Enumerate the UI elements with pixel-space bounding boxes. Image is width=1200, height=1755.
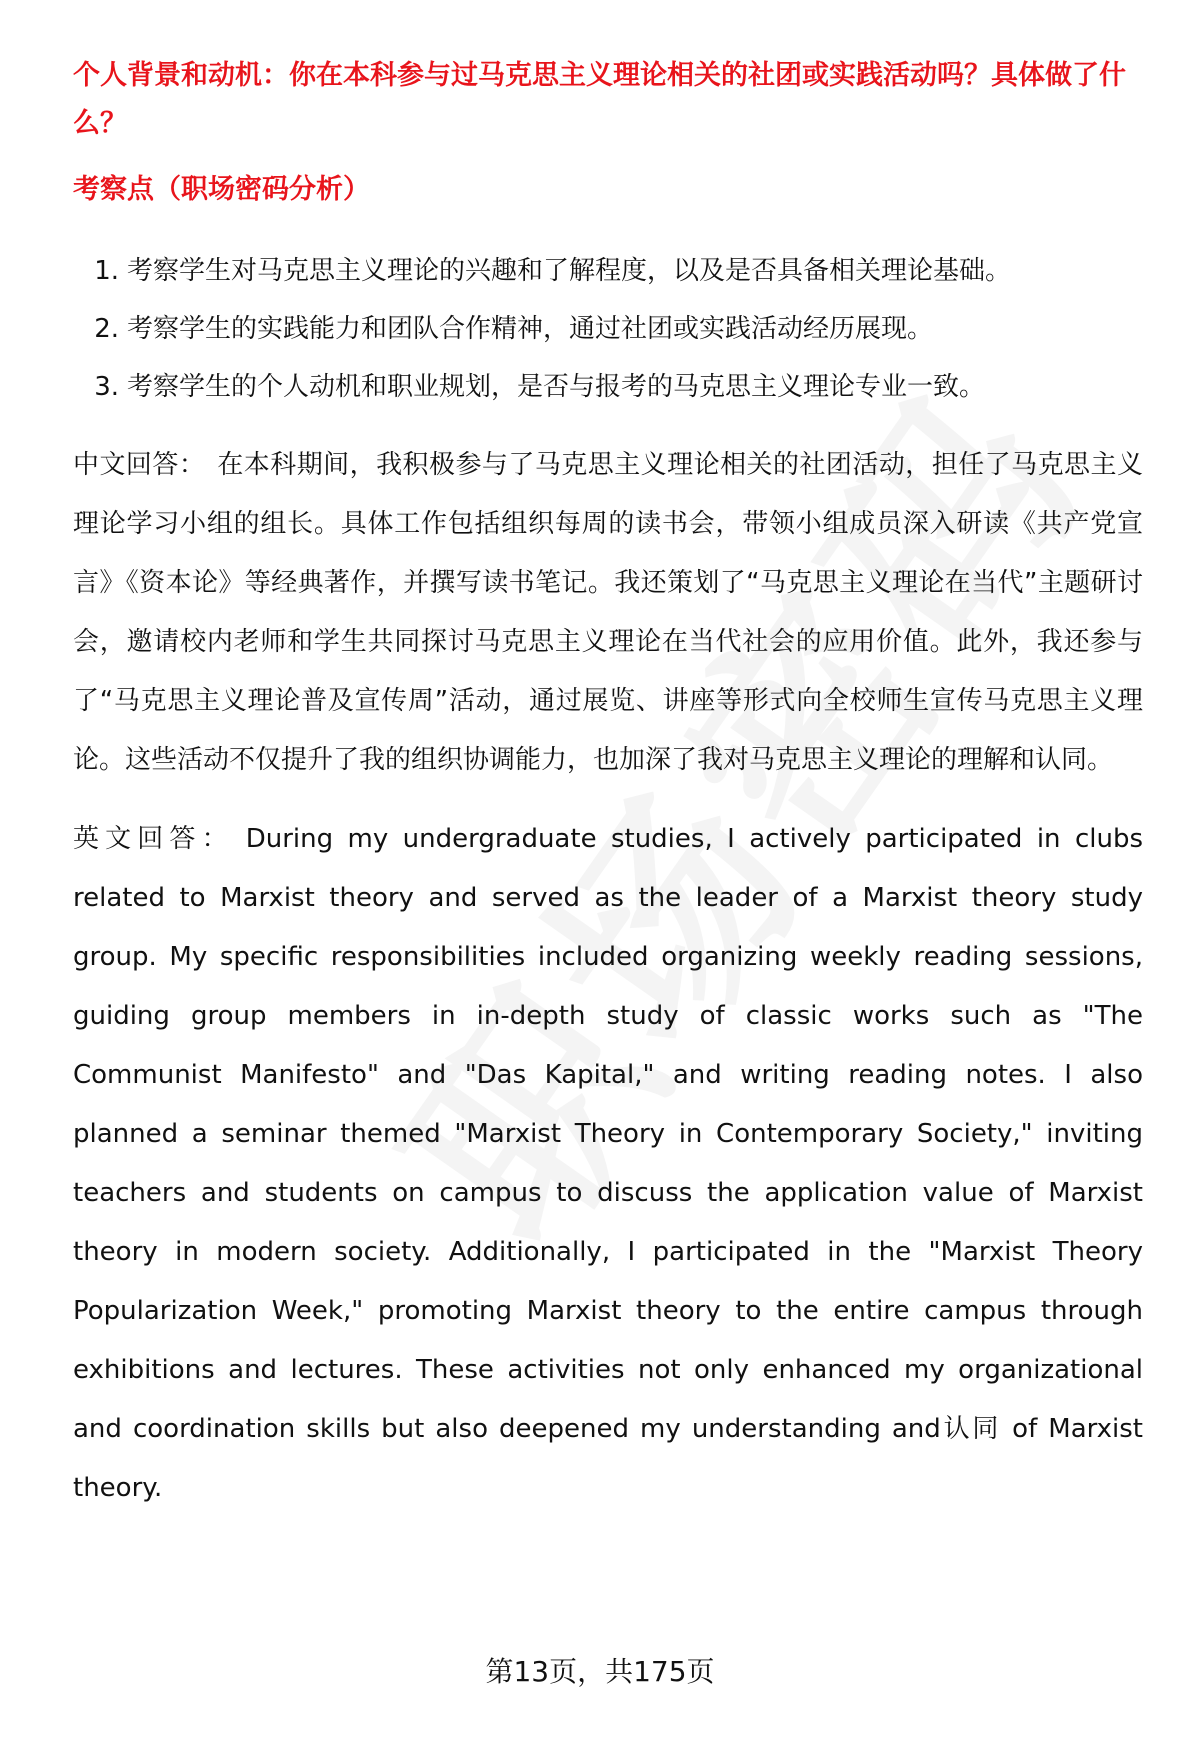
list-number: 3. (94, 372, 119, 402)
document-page (73, 52, 1143, 1518)
list-number: 2. (94, 314, 119, 344)
question-title: 个人背景和动机：你在本科参与过马克思主义理论相关的社团或实践活动吗？具体做了什么？ (73, 60, 1126, 139)
page-number: 第13页，共175页 (485, 1655, 715, 1688)
list-item (73, 358, 1143, 416)
list-text: 考察学生的实践能力和团队合作精神，通过社团或实践活动经历展现。 (127, 314, 934, 344)
english-answer (73, 810, 1143, 1518)
english-answer-label: 英文回答： (73, 824, 234, 854)
analysis-heading: 考察点（职场密码分析） (73, 174, 370, 205)
chinese-answer-text: 在本科期间，我积极参与了马克思主义理论相关的社团活动，担任了马克思主义理论学习小组的组长。具体工作包括组织每周的读书会，带领小组成员深入研读《共产党宣言》《资本论》等经典著作，并撰写读书笔记。我还策划了“马克思主义理论在当代”主题研讨会，邀请校内老师和学生共同探讨马克思主义理论在当代社会的应用价值。此外，我还参与了“马克思主义理论普及宣传周”活动，通过展览、讲座等形式向全校师生宣传马克思主义理论。这些活动不仅提升了我的组织协调能力，也加深了我对马克思主义理论的理解和认同。 (73, 450, 1143, 775)
list-item (73, 300, 1143, 358)
list-number: 1. (94, 256, 119, 286)
list-item (73, 242, 1143, 300)
chinese-answer (73, 436, 1143, 790)
list-text: 考察学生对马克思主义理论的兴趣和了解程度，以及是否具备相关理论基础。 (127, 256, 1012, 286)
english-answer-text: During my undergraduate studies, I actively participated in clubs related to Marxist theory and served as the leader of a Marxist theory study group. My specific responsibilities included organizing weekly reading sessions, guiding group members in in-depth study of classic works such as "The Communist Manifesto" and "Das Kapital," and writing reading notes. I also planned a seminar themed "Marxist Theory in Contemporary Society," inviting teachers and students on campus to discuss the application value of Marxist theory in modern society. Additionally, I participated in the "Marxist Theory Popularization Week," promoting Marxist theory to the entire campus through exhibitions and lectures. These activities not only enhanced my organizational and coordination skills but also deepened my understanding and认同 of Marxist theory. (73, 824, 1143, 1503)
chinese-answer-label: 中文回答： (73, 450, 206, 480)
points-list (73, 242, 1143, 416)
list-text: 考察学生的个人动机和职业规划，是否与报考的马克思主义理论专业一致。 (127, 372, 986, 402)
